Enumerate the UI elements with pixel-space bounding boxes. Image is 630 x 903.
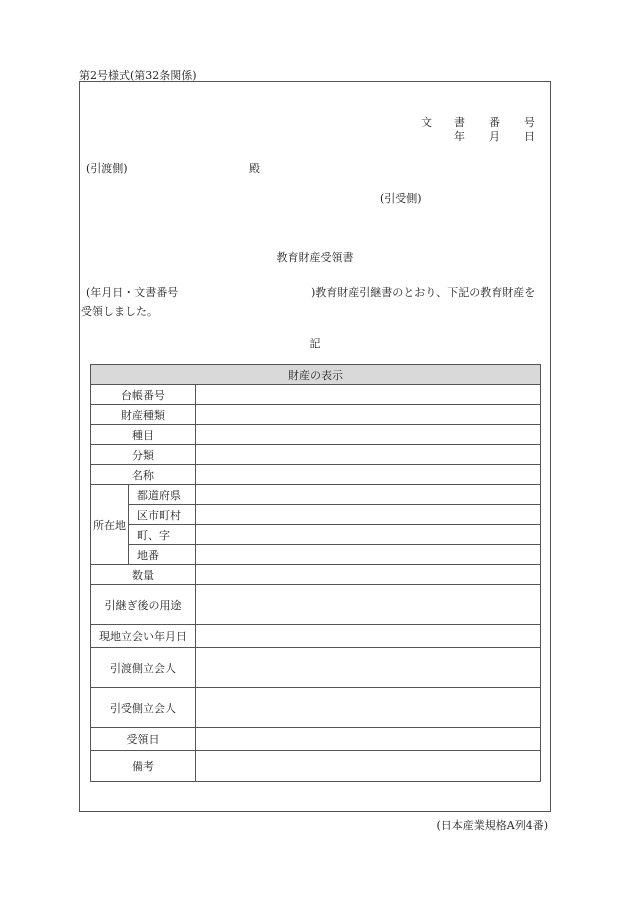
value-cell[interactable]: [196, 405, 541, 425]
value-cell[interactable]: [196, 728, 541, 751]
value-cell[interactable]: [196, 751, 541, 782]
body-line1-left: (年月日・文書番号: [86, 286, 179, 299]
body-line2: 受領しました。: [81, 305, 158, 318]
value-cell[interactable]: [196, 688, 541, 728]
row-label-receipt-date: 受領日: [91, 728, 196, 751]
form-label: 第2号様式(第32条関係): [79, 69, 197, 82]
to-label: (引受側): [380, 192, 422, 205]
value-cell[interactable]: [196, 585, 541, 625]
row-label-remarks: 備考: [91, 751, 196, 782]
row-label-town: 町、字: [129, 525, 196, 545]
value-cell[interactable]: [196, 625, 541, 648]
value-cell[interactable]: [196, 485, 541, 505]
row-label-deliverer-witness: 引渡側立会人: [91, 648, 196, 688]
row-label-usage-after: 引継ぎ後の用途: [91, 585, 196, 625]
row-label-kind: 種目: [91, 425, 196, 445]
row-label-receiver-witness: 引受側立会人: [91, 688, 196, 728]
value-cell[interactable]: [196, 445, 541, 465]
body-line1-right: )教育財産引継書のとおり、下記の教育財産を: [311, 286, 536, 299]
row-label-lot-number: 地番: [129, 545, 196, 565]
paper-size-note: (日本産業規格A列4番): [436, 819, 548, 832]
table-header: 財産の表示: [91, 365, 541, 385]
row-label-prefecture: 都道府県: [129, 485, 196, 505]
row-label-municipality: 区市町村: [129, 505, 196, 525]
honorific: 殿: [249, 162, 260, 175]
value-cell[interactable]: [196, 465, 541, 485]
row-label-name: 名称: [91, 465, 196, 485]
row-label-inspection-date: 現地立会い年月日: [91, 625, 196, 648]
value-cell[interactable]: [196, 648, 541, 688]
ki-mark: 記: [309, 337, 321, 350]
value-cell[interactable]: [196, 525, 541, 545]
row-label-classification: 分類: [91, 445, 196, 465]
value-cell[interactable]: [196, 505, 541, 525]
row-label-location: 所在地: [91, 485, 129, 565]
value-cell[interactable]: [196, 545, 541, 565]
value-cell[interactable]: [196, 565, 541, 585]
property-table: [90, 364, 541, 782]
row-label-property-type: 財産種類: [91, 405, 196, 425]
from-label: (引渡側): [86, 162, 128, 175]
row-label-quantity: 数量: [91, 565, 196, 585]
value-cell[interactable]: [196, 385, 541, 405]
document-title: 教育財産受領書: [276, 251, 354, 264]
row-label-ledger-no: 台帳番号: [91, 385, 196, 405]
value-cell[interactable]: [196, 425, 541, 445]
